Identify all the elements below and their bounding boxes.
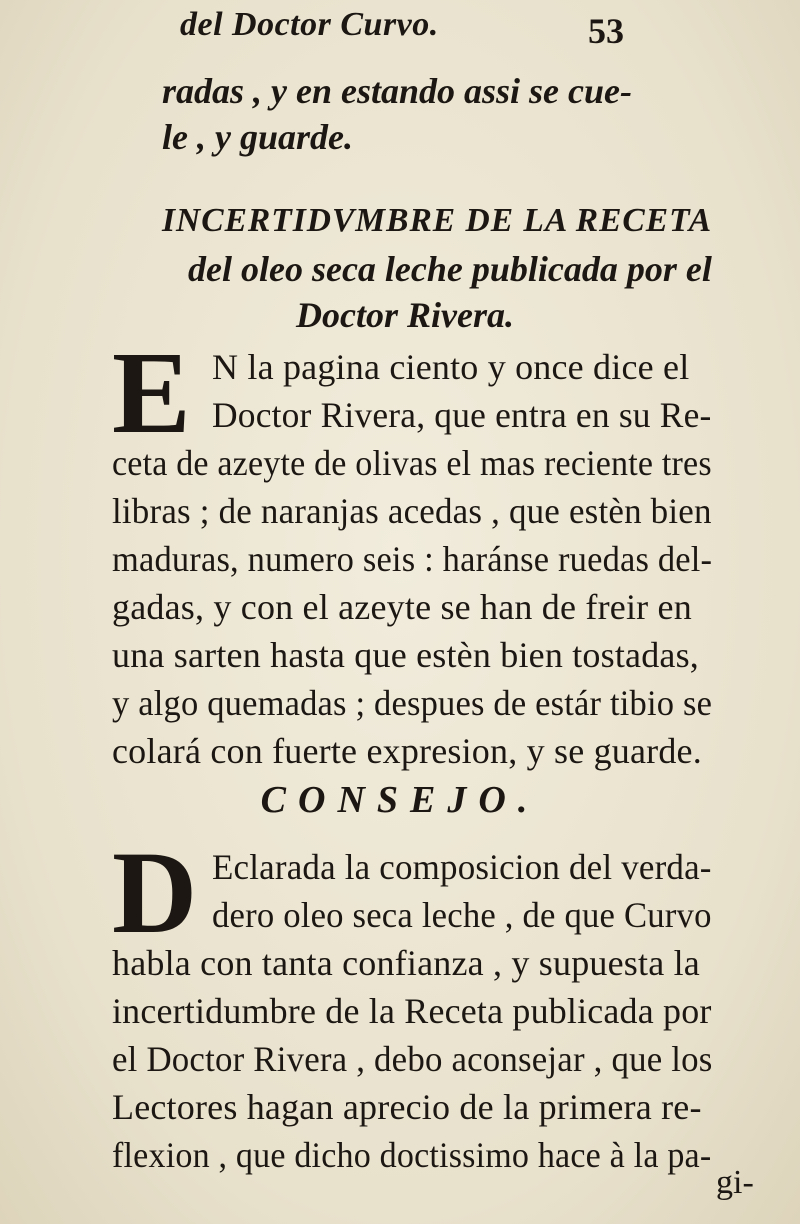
catchword: gi- [716, 1164, 754, 1201]
paragraph-line: ceta de azeyte de olivas el mas reciente tres [112, 443, 712, 483]
section-title-line: Doctor Rivera. [296, 295, 514, 335]
section-title-line: INCERTIDVMBRE DE LA RECETA [162, 202, 713, 239]
paragraph-line: gadas, y con el azeyte se han de freir en [112, 587, 692, 627]
paragraph-line: libras ; de naranjas acedas , que estèn bien [112, 491, 712, 531]
page-number: 53 [588, 11, 624, 51]
drop-cap: D [112, 827, 198, 958]
paragraph-line: Lectores hagan aprecio de la primera re- [112, 1087, 702, 1127]
paragraph-line: Doctor Rivera, que entra en su Re- [212, 395, 712, 435]
paragraph-line: el Doctor Rivera , debo aconsejar , que los [112, 1039, 713, 1079]
paragraph-line: incertidumbre de la Receta publicada por [112, 991, 712, 1031]
paragraph-line: flexion , que dicho doctissimo hace à la pa- [112, 1135, 712, 1175]
paragraph-line: colará con fuerte expresion, y se guarde. [112, 731, 702, 771]
section-title-line: del oleo seca leche publicada por el [188, 249, 712, 289]
running-head: del Doctor Curvo. [180, 6, 439, 43]
paragraph-line: habla con tanta confianza , y supuesta la [112, 943, 700, 983]
paragraph-line: dero oleo seca leche , de que Curvo [212, 895, 712, 935]
paragraph-line: maduras, numero seis : haránse ruedas del- [112, 539, 713, 579]
paragraph-line: Eclarada la composicion del verda- [212, 847, 712, 887]
paragraph-line: N la pagina ciento y once dice el [212, 347, 690, 387]
paragraph-line: y algo quemadas ; despues de estár tibio se [112, 683, 713, 723]
drop-cap: E [112, 327, 191, 458]
subheading: CONSEJO. [260, 779, 540, 821]
carryover-line: radas , y en estando assi se cue- [162, 71, 632, 111]
carryover-line: le , y guarde. [162, 117, 353, 157]
paragraph-line: una sarten hasta que estèn bien tostadas, [112, 635, 700, 675]
